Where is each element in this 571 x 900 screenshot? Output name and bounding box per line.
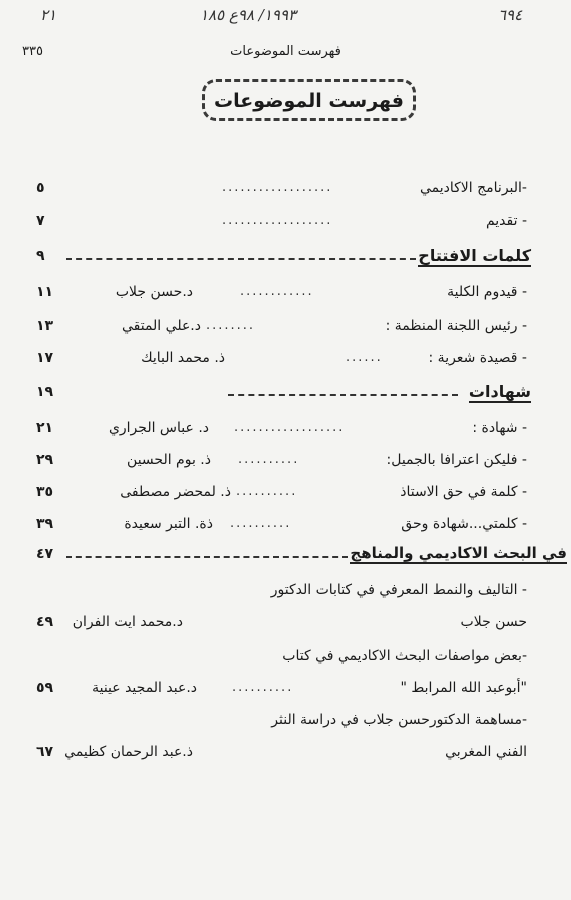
entry-leader: .................. [234, 420, 345, 435]
entry-page: ١٧ [36, 350, 54, 366]
toc-entry-line1 [0, 582, 571, 606]
section-leader [66, 258, 416, 260]
section-page: ٩ [36, 248, 45, 264]
handwritten-id-note: ٦٩٤ [498, 6, 523, 24]
toc-entry [0, 213, 571, 237]
entry-author: ذ. محمد البايك [141, 350, 225, 366]
entry-title: - تقديم [485, 213, 527, 229]
entry-title-cont: "أبوعبد الله المرابط " [400, 680, 527, 696]
entry-leader: ...... [346, 350, 383, 365]
entry-title: - قصيدة شعرية : [428, 350, 527, 366]
entry-author: د.علي المتقي [121, 318, 201, 334]
entry-page: ٤٩ [36, 614, 54, 630]
entry-leader: .......... [230, 516, 292, 531]
toc-title-banner [202, 79, 416, 121]
section-page: ١٩ [36, 384, 54, 400]
entry-page: ٦٧ [36, 744, 54, 760]
entry-page: ٢٩ [36, 452, 54, 468]
toc-entry-line2 [0, 680, 571, 704]
entry-title: - فليكن اعترافا بالجميل: [386, 452, 527, 468]
entry-author: ذ.عبد الرحمان كظيمي [64, 744, 193, 760]
entry-title: - التاليف والنمط المعرفي في كتابات الدكتور [270, 582, 527, 598]
running-title: فهرست الموضوعات [230, 44, 341, 59]
entry-author: د.عبد المجيد عينية [92, 680, 197, 696]
entry-page: ٥٩ [36, 680, 54, 696]
entry-author: د. عباس الجراري [108, 420, 209, 436]
entry-page: ٢١ [36, 420, 54, 436]
toc-entry [0, 318, 571, 342]
entry-leader: .................. [222, 180, 333, 195]
handwritten-volume-note: ٢١ [40, 6, 57, 24]
section-title: كلمات الافتتاح [418, 246, 531, 265]
toc-entry [0, 350, 571, 374]
toc-entry [0, 420, 571, 444]
entry-title-cont: الفني المغربي [445, 744, 527, 760]
entry-page: ٥ [36, 180, 45, 196]
toc-entry-line2 [0, 614, 571, 638]
entry-title-cont: حسن جلاب [460, 614, 527, 630]
toc-entry [0, 484, 571, 508]
section-leader [66, 556, 348, 558]
entry-title: - قيدوم الكلية [447, 284, 527, 300]
toc-entry [0, 452, 571, 476]
toc-entry-line2 [0, 744, 571, 768]
toc-entry-line1 [0, 648, 571, 672]
section-title: في البحث الاكاديمي والمناهج [350, 544, 567, 562]
page-number: ٣٣٥ [22, 44, 43, 59]
entry-page: ١٣ [36, 318, 54, 334]
toc-entry-line1 [0, 712, 571, 736]
section-title: شهادات [468, 382, 531, 401]
entry-leader: .......... [238, 452, 300, 467]
section-leader [228, 394, 458, 396]
entry-author: ذ. لمحضر مصطفى [120, 484, 231, 500]
entry-page: ١١ [36, 284, 54, 300]
section-heading [0, 384, 571, 408]
entry-author: د.محمد ايت الفران [72, 614, 183, 630]
section-heading [0, 248, 571, 272]
entry-title: - كلمة في حق الاستاذ [400, 484, 527, 500]
entry-page: ٧ [36, 213, 45, 229]
entry-leader: ........ [206, 318, 256, 333]
entry-title: - رئيس اللجنة المنظمة : [385, 318, 527, 334]
toc-entry [0, 284, 571, 308]
entry-page: ٣٩ [36, 516, 54, 532]
toc-title: فهرست الموضوعات [214, 90, 404, 112]
section-page: ٤٧ [36, 546, 54, 562]
toc-entry [0, 516, 571, 540]
entry-author: د.حسن جلاب [115, 284, 193, 300]
toc-entry [0, 180, 571, 204]
entry-leader: .......... [232, 680, 294, 695]
entry-leader: ............ [240, 284, 314, 299]
entry-leader: .................. [222, 213, 333, 228]
entry-page: ٣٥ [36, 484, 54, 500]
entry-author: ذ. بوم الحسين [127, 452, 211, 468]
section-heading [0, 546, 571, 570]
entry-title: -بعض مواصفات البحث الاكاديمي في كتاب [282, 648, 527, 664]
handwritten-date-note: ١٩٩٣/ ٩٨ع ١٨٥ [200, 6, 297, 24]
entry-author: ذة. التبر سعيدة [124, 516, 213, 532]
entry-title: - شهادة : [472, 420, 527, 436]
entry-title: -مساهمة الدكتورحسن جلاب في دراسة النثر [271, 712, 527, 728]
entry-title: - كلمتي...شهادة وحق [401, 516, 527, 532]
entry-leader: .......... [236, 484, 298, 499]
entry-title: -البرنامج الاكاديمي [419, 180, 527, 196]
